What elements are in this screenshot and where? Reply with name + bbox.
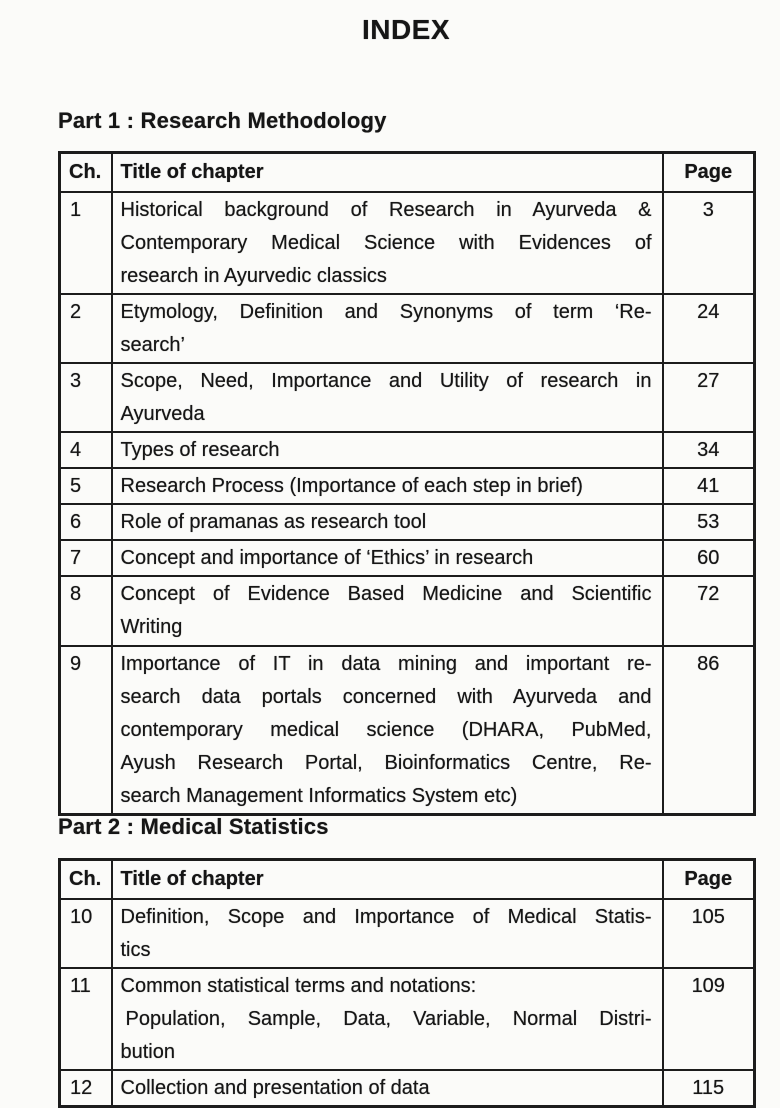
title-line: Role of pramanas as research tool — [120, 511, 427, 533]
chapter-number: 1 — [60, 192, 112, 294]
chapter-title — [112, 504, 663, 540]
page-number: 24 — [663, 294, 755, 363]
table-row — [60, 192, 755, 294]
chapter-title — [112, 432, 663, 468]
title-line: Concept and importance of ‘Ethics’ in research — [120, 547, 534, 569]
chapter-number: 10 — [60, 899, 112, 968]
title-line: search Management Informatics System etc) — [120, 785, 518, 807]
page-number: 60 — [663, 540, 755, 576]
column-header-page: Page — [663, 153, 755, 193]
table-row — [60, 432, 755, 468]
table-header-row — [60, 860, 755, 900]
table-row — [60, 968, 755, 1070]
page-number: 109 — [663, 968, 755, 1070]
title-line: Etymology, Definition and Synonyms of term ‘Re- — [120, 301, 652, 323]
title-line: Population, Sample, Data, Variable, Normal Distri- — [125, 1008, 652, 1030]
title-line: search data portals concerned with Ayurveda and — [120, 686, 652, 708]
chapter-number: 11 — [60, 968, 112, 1070]
part2-chapters-table — [58, 858, 756, 1108]
title-line: Ayurveda — [120, 403, 205, 425]
title-line: Writing — [120, 616, 183, 638]
chapter-title — [112, 1070, 663, 1107]
chapter-number: 6 — [60, 504, 112, 540]
table-row — [60, 540, 755, 576]
title-line: Research Process (Importance of each step in brief) — [120, 475, 583, 497]
part1-heading: Part 1 : Research Methodology — [58, 108, 387, 133]
page-number: 41 — [663, 468, 755, 504]
title-line: Types of research — [120, 439, 280, 461]
title-line: Historical background of Research in Ayurveda & — [120, 199, 652, 221]
chapter-number: 9 — [60, 646, 112, 815]
title-line: Definition, Scope and Importance of Medical Statis- — [120, 906, 652, 928]
chapter-number: 12 — [60, 1070, 112, 1107]
column-header-title: Title of chapter — [112, 153, 663, 193]
page-number: 86 — [663, 646, 755, 815]
chapter-number: 7 — [60, 540, 112, 576]
title-line: Concept of Evidence Based Medicine and Scientific — [120, 583, 652, 605]
page-number: 105 — [663, 899, 755, 968]
chapter-number: 8 — [60, 576, 112, 646]
chapter-title — [112, 294, 663, 363]
title-line: Ayush Research Portal, Bioinformatics Centre, Re- — [120, 752, 652, 774]
chapter-title — [112, 576, 663, 646]
column-header-ch: Ch. — [60, 153, 112, 193]
table-row — [60, 294, 755, 363]
title-line: contemporary medical science (DHARA, PubMed, — [120, 719, 652, 741]
chapter-number: 5 — [60, 468, 112, 504]
table-row — [60, 504, 755, 540]
chapter-number: 4 — [60, 432, 112, 468]
page-number: 115 — [663, 1070, 755, 1107]
column-header-page: Page — [663, 860, 755, 900]
table-row — [60, 468, 755, 504]
page-title: INDEX — [361, 14, 451, 45]
table-row — [60, 1070, 755, 1107]
title-line: Contemporary Medical Science with Evidences of — [120, 232, 652, 254]
page-number: 53 — [663, 504, 755, 540]
chapter-number: 3 — [60, 363, 112, 432]
table-row — [60, 899, 755, 968]
table-row — [60, 576, 755, 646]
chapter-title — [112, 363, 663, 432]
column-header-title: Title of chapter — [112, 860, 663, 900]
table-row — [60, 646, 755, 815]
title-line: Scope, Need, Importance and Utility of research in — [120, 370, 652, 392]
title-line: Collection and presentation of data — [120, 1077, 430, 1099]
chapter-title — [112, 899, 663, 968]
part1-chapters-table — [58, 151, 756, 816]
chapter-title — [112, 468, 663, 504]
page-number: 34 — [663, 432, 755, 468]
title-line: Importance of IT in data mining and important re- — [120, 653, 652, 675]
page-number: 3 — [663, 192, 755, 294]
title-line: bution — [120, 1041, 175, 1063]
column-header-ch: Ch. — [60, 860, 112, 900]
chapter-number: 2 — [60, 294, 112, 363]
title-line: tics — [120, 939, 151, 961]
chapter-title — [112, 192, 663, 294]
table-row — [60, 363, 755, 432]
page-number: 27 — [663, 363, 755, 432]
title-line: Common statistical terms and notations: — [120, 975, 477, 997]
part2-heading: Part 2 : Medical Statistics — [58, 814, 329, 839]
chapter-title — [112, 540, 663, 576]
page-number: 72 — [663, 576, 755, 646]
table-header-row — [60, 153, 755, 193]
title-line: search’ — [120, 334, 185, 356]
chapter-title — [112, 646, 663, 815]
title-line: research in Ayurvedic classics — [120, 265, 387, 287]
chapter-title — [112, 968, 663, 1070]
